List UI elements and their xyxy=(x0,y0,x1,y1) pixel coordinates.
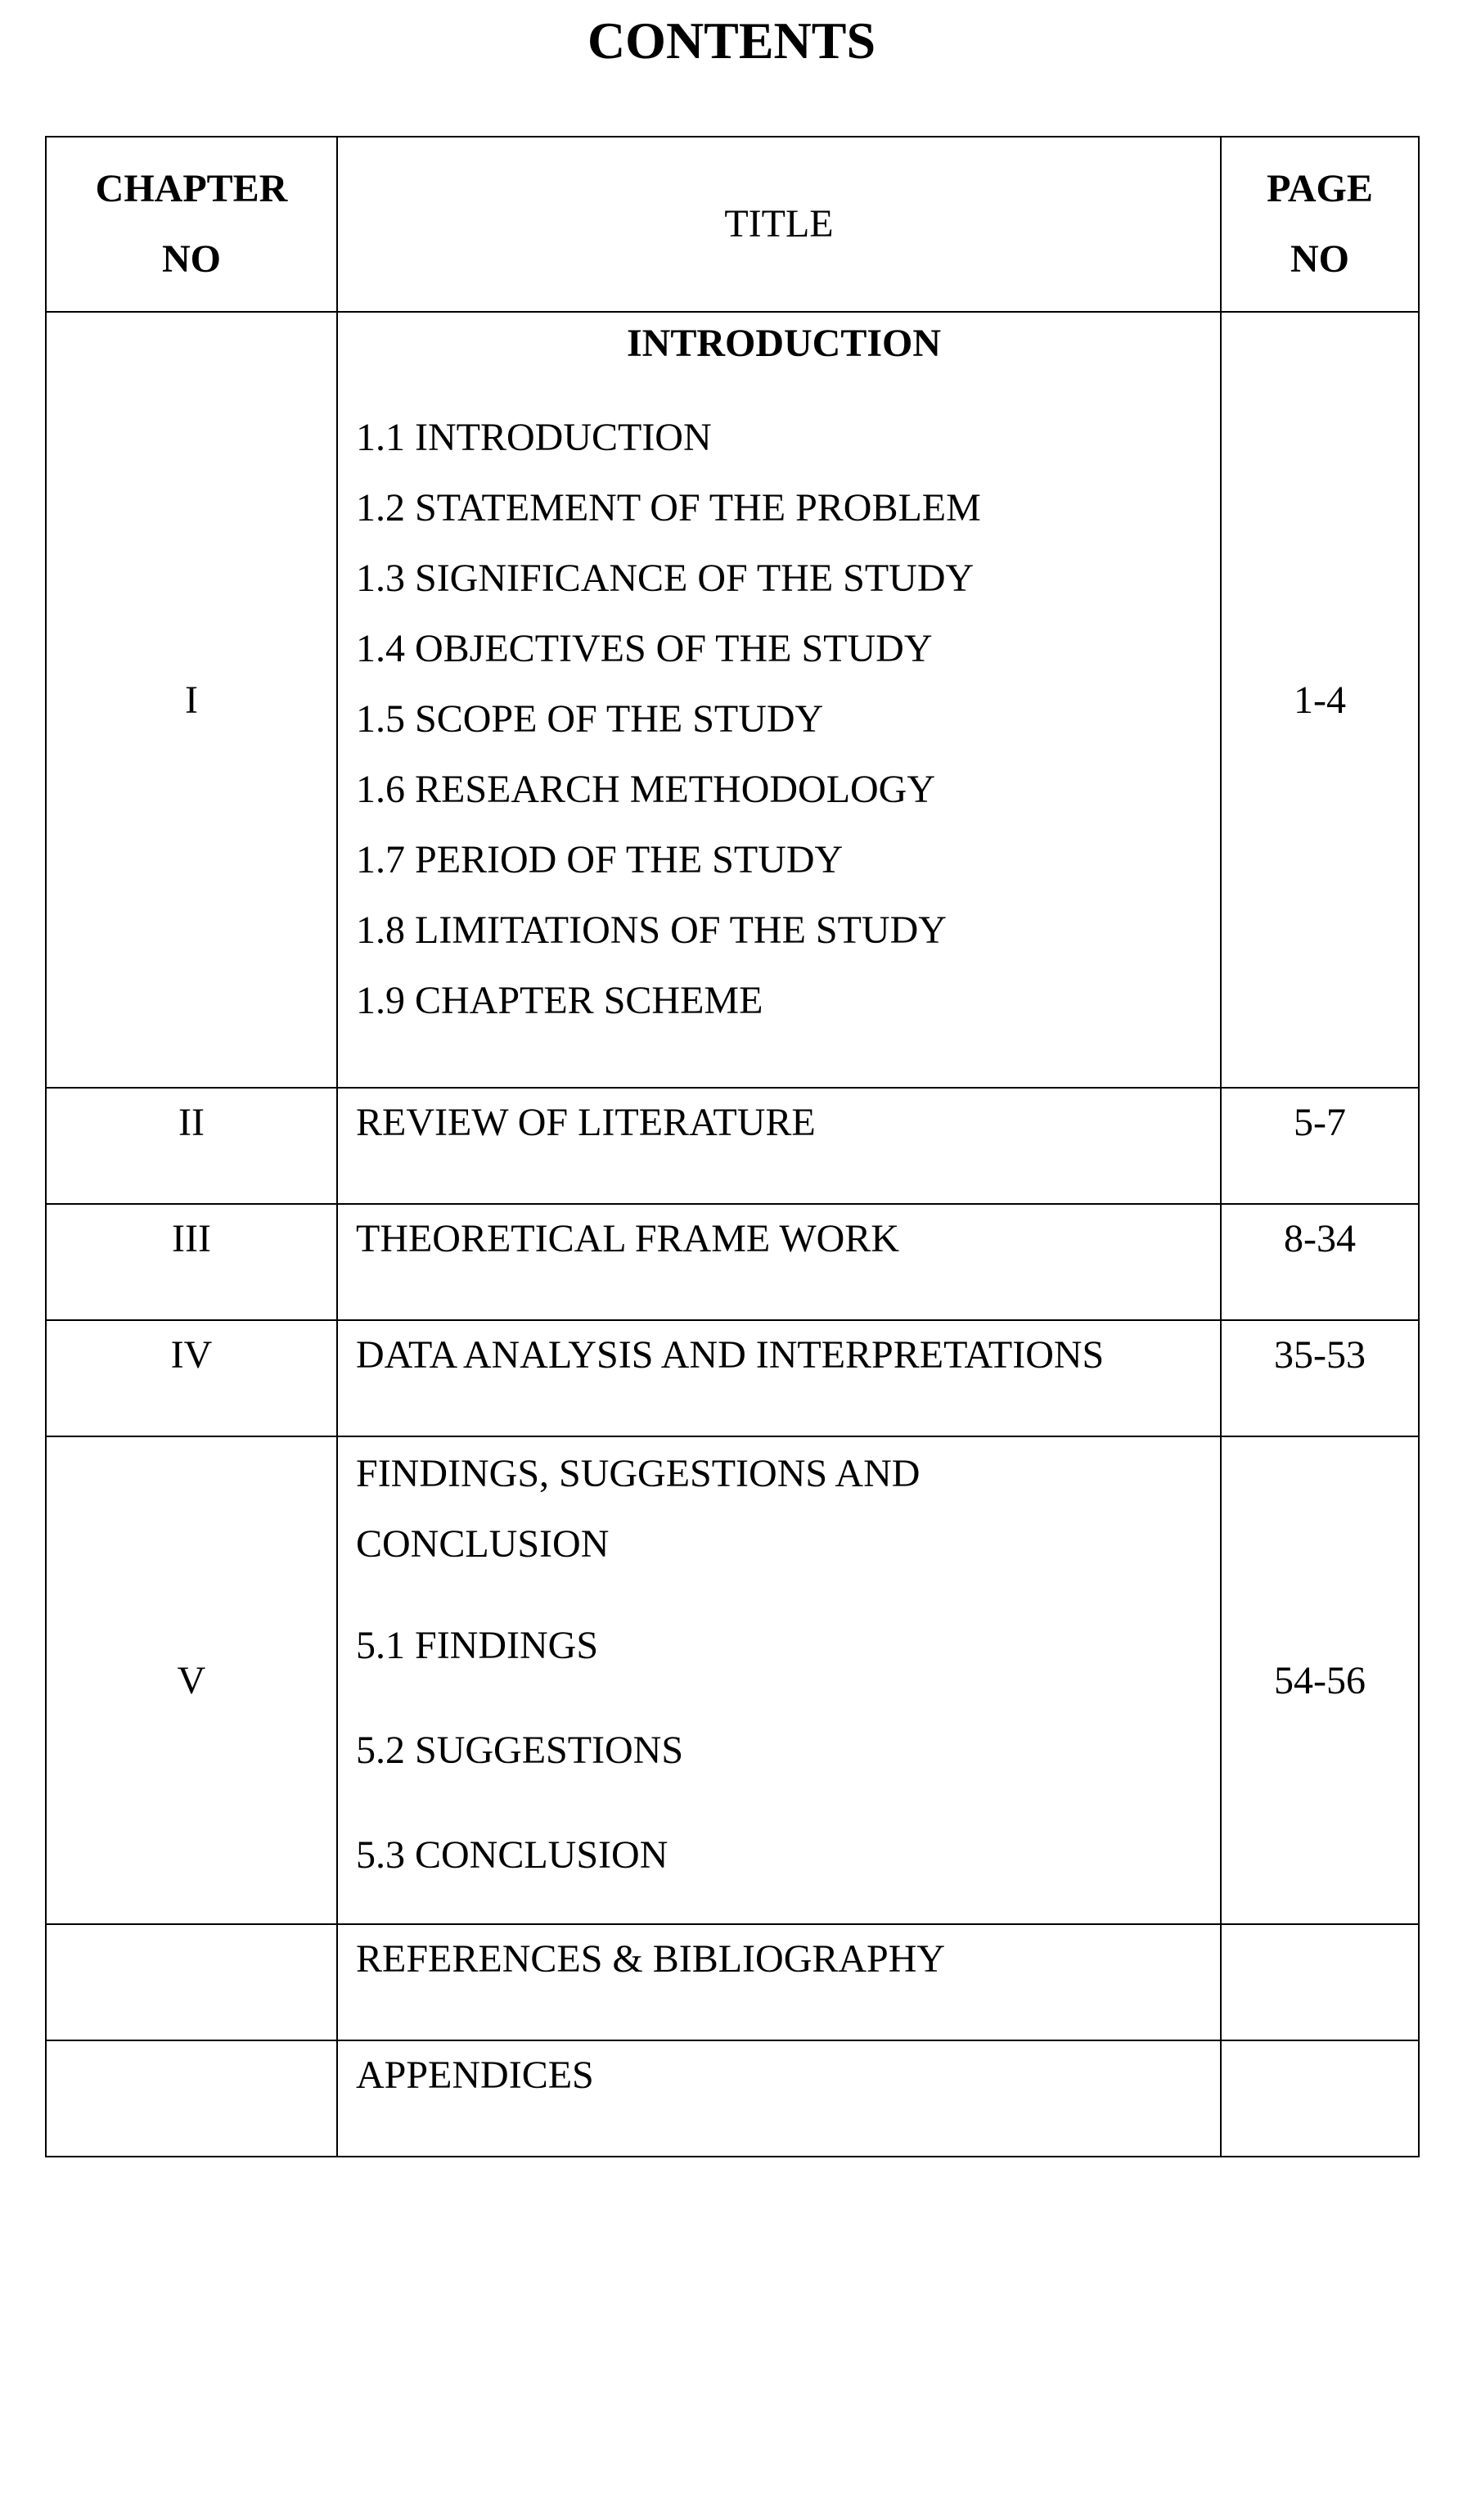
chapter-number: V xyxy=(46,1436,337,1924)
page-range xyxy=(1221,2040,1419,2157)
header-title: TITLE xyxy=(337,137,1221,312)
table-header-row xyxy=(46,137,1419,312)
contents-table xyxy=(45,136,1420,2157)
header-page-no xyxy=(1221,137,1419,312)
section-item: 1.2 STATEMENT OF THE PROBLEM xyxy=(356,486,981,530)
chapter-title: THEORETICAL FRAME WORK xyxy=(337,1204,1221,1320)
header-chapter-line1: CHAPTER xyxy=(95,167,288,210)
chapter-heading: INTRODUCTION xyxy=(626,322,942,365)
page-range: 35-53 xyxy=(1221,1320,1419,1436)
page-range: 1-4 xyxy=(1221,312,1419,1088)
table-row-chapter-5 xyxy=(46,1436,1419,1924)
section-list xyxy=(356,1611,1212,1891)
chapter-number: III xyxy=(46,1204,337,1320)
section-item: 1.8 LIMITATIONS OF THE STUDY xyxy=(356,908,947,952)
header-page-line1: PAGE xyxy=(1267,167,1373,210)
page-range: 54-56 xyxy=(1221,1436,1419,1924)
section-item: 5.1 FINDINGS xyxy=(356,1624,599,1667)
chapter-title-cell xyxy=(337,1436,1221,1924)
chapter-heading xyxy=(356,1437,1212,1611)
header-page-line2: NO xyxy=(1290,237,1349,281)
table-row-chapter-1 xyxy=(46,312,1419,1088)
page-range: 5-7 xyxy=(1221,1088,1419,1204)
chapter-title-cell xyxy=(337,312,1221,1088)
chapter-title: DATA ANALYSIS AND INTERPRETATIONS xyxy=(337,1320,1221,1436)
chapter-number: IV xyxy=(46,1320,337,1436)
chapter-heading-line1: FINDINGS, SUGGESTIONS AND xyxy=(356,1452,921,1495)
section-item: 1.1 INTRODUCTION xyxy=(356,416,712,459)
section-list xyxy=(356,403,1212,1036)
section-item: 1.9 CHAPTER SCHEME xyxy=(356,979,763,1022)
page-title: CONTENTS xyxy=(587,11,876,70)
header-chapter-no xyxy=(46,137,337,312)
header-chapter-line2: NO xyxy=(162,237,221,281)
table-row-chapter-3 xyxy=(46,1204,1419,1320)
table-row-chapter-4 xyxy=(46,1320,1419,1436)
chapter-number: I xyxy=(46,312,337,1088)
section-item: 1.7 PERIOD OF THE STUDY xyxy=(356,838,844,881)
section-item: 5.2 SUGGESTIONS xyxy=(356,1729,684,1772)
chapter-number xyxy=(46,2040,337,2157)
chapter-title: REVIEW OF LITERATURE xyxy=(337,1088,1221,1204)
section-item: 5.3 CONCLUSION xyxy=(356,1833,668,1877)
chapter-heading-line2: CONCLUSION xyxy=(356,1522,610,1566)
page-range xyxy=(1221,1924,1419,2040)
table-row-appendices xyxy=(46,2040,1419,2157)
chapter-number xyxy=(46,1924,337,2040)
section-item: 1.6 RESEARCH METHODOLOGY xyxy=(356,768,935,811)
chapter-title: APPENDICES xyxy=(337,2040,1221,2157)
page-range: 8-34 xyxy=(1221,1204,1419,1320)
section-item: 1.3 SIGNIFICANCE OF THE STUDY xyxy=(356,557,975,600)
chapter-number: II xyxy=(46,1088,337,1204)
table-row-references xyxy=(46,1924,1419,2040)
table-row-chapter-2 xyxy=(46,1088,1419,1204)
section-item: 1.5 SCOPE OF THE STUDY xyxy=(356,697,824,741)
chapter-title: REFERENCES & BIBLIOGRAPHY xyxy=(337,1924,1221,2040)
section-item: 1.4 OBJECTIVES OF THE STUDY xyxy=(356,627,933,670)
